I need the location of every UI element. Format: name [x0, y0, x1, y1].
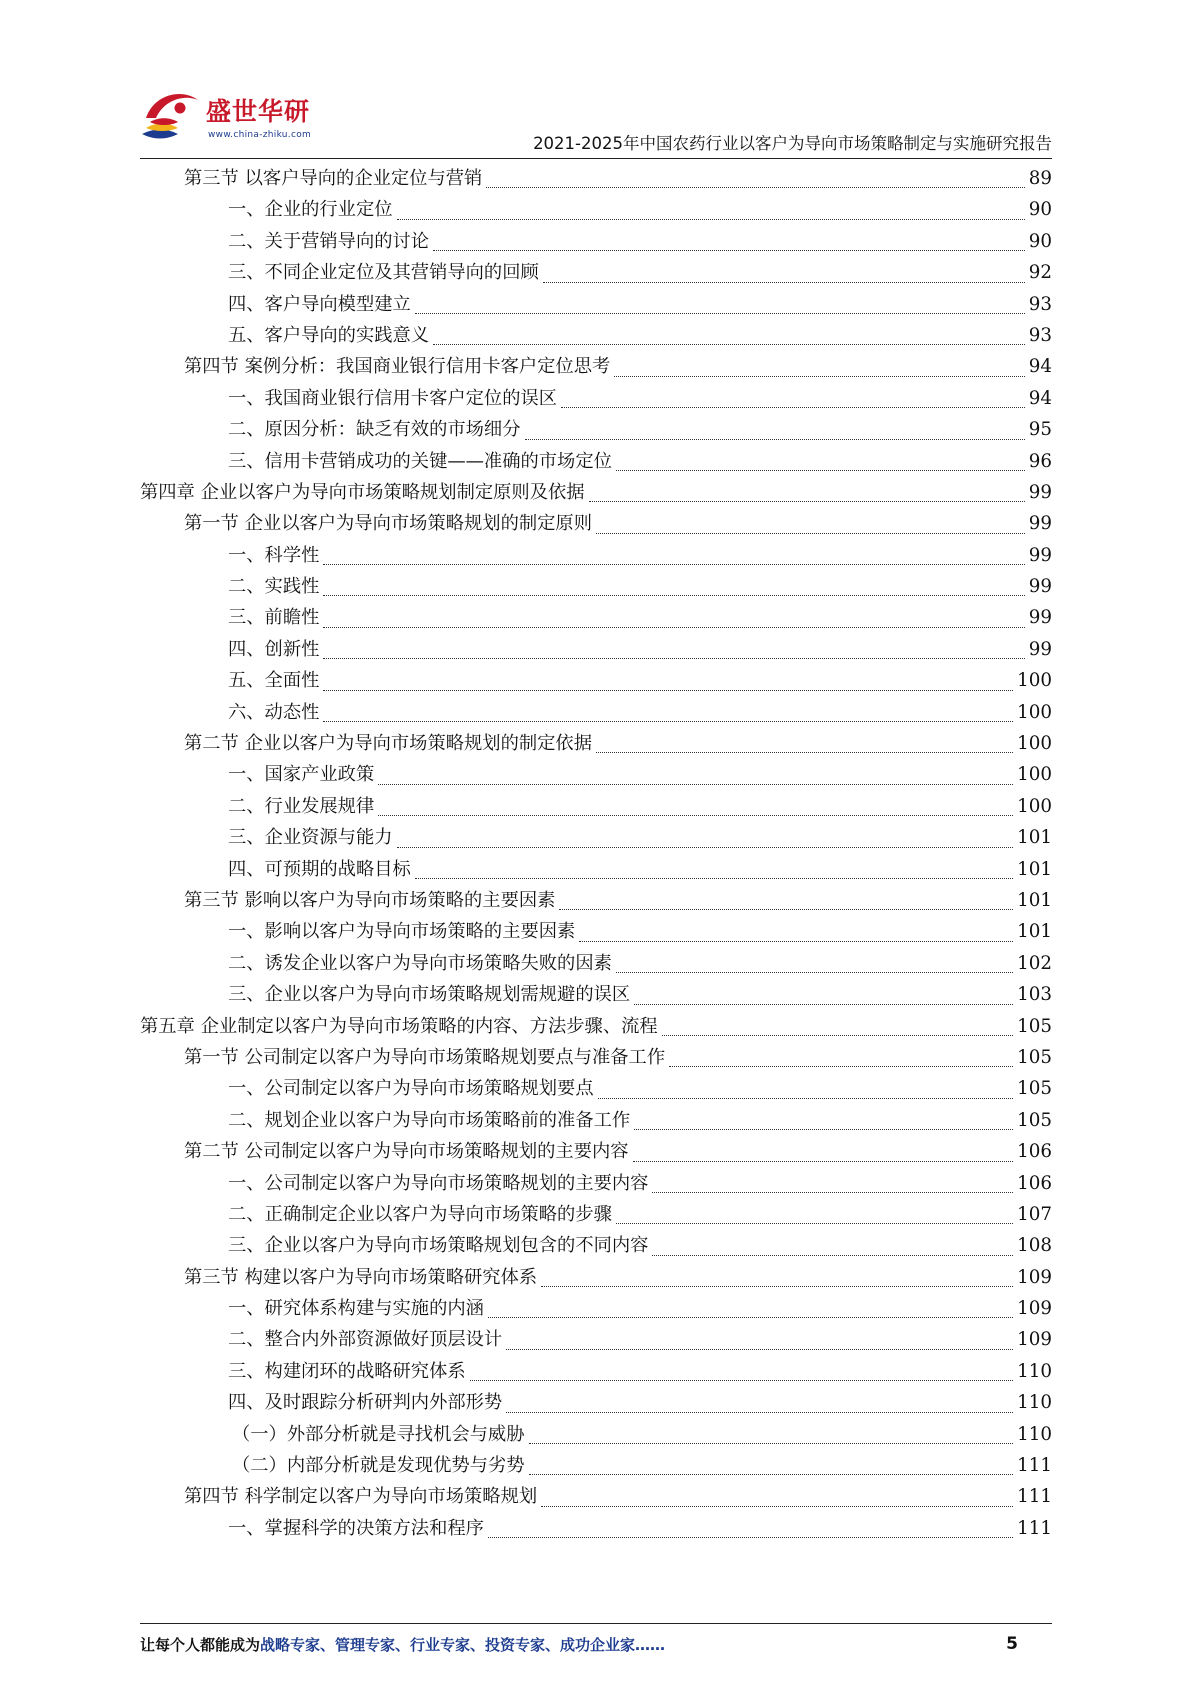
toc-entry[interactable] [140, 163, 1052, 194]
toc-entry-page: 99 [1028, 513, 1052, 535]
toc-dot-leader [378, 783, 1013, 785]
toc-dot-leader [614, 375, 1024, 377]
toc-dot-leader [598, 1097, 1013, 1099]
toc-entry-label: 一、公司制定以客户为导向市场策略规划要点 [228, 1078, 594, 1100]
toc-entry[interactable] [140, 383, 1052, 414]
toc-dot-leader [323, 720, 1013, 722]
toc-dot-leader [541, 1285, 1013, 1287]
toc-entry-page: 106 [1017, 1141, 1052, 1163]
toc-entry-label: 一、企业的行业定位 [228, 199, 393, 221]
footer-slogan-prefix: 让每个人都能成为 [140, 1636, 261, 1654]
toc-entry-label: 第四章 企业以客户为导向市场策略规划制定原则及依据 [140, 481, 585, 503]
toc-dot-leader [323, 563, 1024, 565]
toc-dot-leader [652, 1191, 1013, 1193]
page-number: 5 [1006, 1634, 1018, 1654]
toc-entry-label: 第三节 构建以客户为导向市场策略研究体系 [184, 1266, 538, 1288]
toc-dot-leader [470, 1379, 1013, 1381]
toc-entry-page: 94 [1028, 387, 1052, 409]
toc-entry-page: 99 [1028, 607, 1052, 629]
toc-entry-page: 100 [1017, 701, 1052, 723]
toc-dot-leader [662, 1034, 1013, 1036]
toc-entry-label: 第二节 企业以客户为导向市场策略规划的制定依据 [184, 733, 592, 755]
toc-entry-label: 二、行业发展规律 [228, 795, 375, 817]
toc-entry[interactable] [140, 885, 1052, 916]
toc-entry-page: 99 [1028, 576, 1052, 598]
toc-dot-leader [561, 406, 1025, 408]
toc-entry-label: 四、客户导向模型建立 [228, 293, 411, 315]
toc-dot-leader [506, 1348, 1013, 1350]
toc-entry-label: 第四节 案例分析：我国商业银行信用卡客户定位思考 [184, 356, 611, 378]
toc-dot-leader [433, 343, 1025, 345]
toc-dot-leader [541, 1505, 1013, 1507]
toc-dot-leader [669, 1065, 1013, 1067]
toc-entry-label: 一、科学性 [228, 544, 320, 566]
toc-dot-leader [634, 1128, 1013, 1130]
toc-entry-page: 110 [1017, 1423, 1052, 1445]
footer-slogan-roles: 战略专家、管理专家、行业专家、投资专家、成功企业家…… [260, 1636, 666, 1654]
toc-dot-leader [323, 626, 1024, 628]
toc-dot-leader [323, 657, 1024, 659]
toc-entry-label: 一、国家产业政策 [228, 764, 375, 786]
toc-entry[interactable] [140, 1230, 1052, 1261]
page-header [140, 78, 1052, 158]
toc-entry[interactable] [140, 1513, 1052, 1544]
toc-entry[interactable] [140, 540, 1052, 571]
toc-entry-page: 109 [1017, 1266, 1052, 1288]
toc-entry-page: 94 [1028, 356, 1052, 378]
toc-entry-label: 五、全面性 [228, 670, 320, 692]
toc-entry-page: 101 [1017, 889, 1052, 911]
toc-entry-page: 99 [1028, 638, 1052, 660]
toc-entry-page: 111 [1017, 1517, 1052, 1539]
toc-entry-label: 第五章 企业制定以客户为导向市场策略的内容、方法步骤、流程 [140, 1015, 658, 1037]
toc-entry-label: 第一节 公司制定以客户为导向市场策略规划要点与准备工作 [184, 1046, 666, 1068]
toc-entry-page: 107 [1017, 1203, 1052, 1225]
toc-entry[interactable] [140, 822, 1052, 853]
page-footer [140, 1634, 1052, 1662]
toc-entry-page: 105 [1017, 1109, 1052, 1131]
toc-entry[interactable] [140, 634, 1052, 665]
toc-entry-page: 101 [1017, 858, 1052, 880]
toc-entry-label: 第三节 影响以客户为导向市场策略的主要因素 [184, 889, 556, 911]
toc-entry[interactable] [140, 1419, 1052, 1450]
toc-entry[interactable] [140, 477, 1052, 508]
toc-dot-leader [433, 249, 1025, 251]
toc-entry-page: 105 [1017, 1015, 1052, 1037]
toc-dot-leader [525, 438, 1025, 440]
toc-entry-page: 108 [1017, 1235, 1052, 1257]
toc-dot-leader [378, 814, 1013, 816]
toc-dot-leader [589, 500, 1025, 502]
toc-entry[interactable] [140, 1387, 1052, 1418]
toc-entry[interactable] [140, 728, 1052, 759]
toc-entry-page: 111 [1017, 1455, 1052, 1477]
toc-entry[interactable] [140, 508, 1052, 539]
toc-entry[interactable] [140, 759, 1052, 790]
brand-url: www.china-zhiku.com [208, 130, 312, 140]
toc-entry-page: 90 [1028, 230, 1052, 252]
toc-entry-page: 100 [1017, 764, 1052, 786]
toc-entry-page: 110 [1017, 1392, 1052, 1414]
toc-entry-label: 二、正确制定企业以客户为导向市场策略的步骤 [228, 1203, 612, 1225]
toc-entry[interactable] [140, 1356, 1052, 1387]
toc-entry-label: 一、我国商业银行信用卡客户定位的误区 [228, 387, 558, 409]
toc-entry[interactable] [140, 414, 1052, 445]
toc-dot-leader [579, 940, 1013, 942]
toc-entry-label: 四、可预期的战略目标 [228, 858, 411, 880]
report-title: 2021-2025年中国农药行业以客户为导向市场策略制定与实施研究报告 [533, 134, 1052, 153]
toc-entry[interactable] [140, 1168, 1052, 1199]
toc-dot-leader [529, 1473, 1014, 1475]
toc-dot-leader [506, 1411, 1013, 1413]
toc-dot-leader [559, 908, 1013, 910]
toc-entry-label: 第二节 公司制定以客户为导向市场策略规划的主要内容 [184, 1141, 629, 1163]
toc-dot-leader [415, 877, 1013, 879]
toc-entry[interactable] [140, 1199, 1052, 1230]
toc-entry-label: 第四节 科学制定以客户为导向市场策略规划 [184, 1486, 538, 1508]
toc-entry-page: 103 [1017, 984, 1052, 1006]
toc-entry[interactable] [140, 226, 1052, 257]
toc-entry-page: 109 [1017, 1329, 1052, 1351]
toc-entry[interactable] [140, 1324, 1052, 1355]
toc-entry-label: 三、构建闭环的战略研究体系 [228, 1360, 466, 1382]
toc-dot-leader [616, 971, 1013, 973]
toc-entry-page: 110 [1017, 1360, 1052, 1382]
toc-dot-leader [616, 1222, 1013, 1224]
toc-entry[interactable] [140, 665, 1052, 696]
toc-entry[interactable] [140, 571, 1052, 602]
toc-entry[interactable] [140, 979, 1052, 1010]
brand-name: 盛世华研 [206, 97, 311, 126]
toc-entry[interactable] [140, 194, 1052, 225]
toc-entry-label: 三、企业以客户为导向市场策略规划需规避的误区 [228, 984, 631, 1006]
toc-entry[interactable] [140, 1450, 1052, 1481]
toc-dot-leader [652, 1254, 1013, 1256]
toc-dot-leader [529, 1442, 1014, 1444]
toc-entry[interactable] [140, 289, 1052, 320]
table-of-contents [140, 163, 1052, 1544]
toc-entry[interactable] [140, 1073, 1052, 1104]
toc-entry-label: 三、不同企业定位及其营销导向的回顾 [228, 262, 539, 284]
toc-entry-page: 99 [1028, 544, 1052, 566]
toc-dot-leader [323, 594, 1024, 596]
toc-entry[interactable] [140, 854, 1052, 885]
toc-entry-page: 101 [1017, 921, 1052, 943]
toc-entry-label: 四、创新性 [228, 638, 320, 660]
toc-entry-label: 二、实践性 [228, 576, 320, 598]
toc-entry-label: 一、公司制定以客户为导向市场策略规划的主要内容 [228, 1172, 649, 1194]
toc-entry[interactable] [140, 602, 1052, 633]
toc-entry-page: 99 [1028, 481, 1052, 503]
toc-entry-label: 三、企业资源与能力 [228, 827, 393, 849]
toc-dot-leader [633, 1160, 1014, 1162]
toc-entry-label: 一、研究体系构建与实施的内涵 [228, 1298, 484, 1320]
toc-dot-leader [415, 312, 1025, 314]
toc-entry-page: 90 [1028, 199, 1052, 221]
toc-entry-label: 三、信用卡营销成功的关键——准确的市场定位 [228, 450, 612, 472]
toc-entry[interactable] [140, 446, 1052, 477]
toc-entry-page: 93 [1028, 324, 1052, 346]
toc-entry[interactable] [140, 1481, 1052, 1512]
toc-dot-leader [634, 1003, 1013, 1005]
toc-entry-page: 106 [1017, 1172, 1052, 1194]
toc-entry-label: 二、整合内外部资源做好顶层设计 [228, 1329, 503, 1351]
toc-dot-leader [596, 532, 1025, 534]
toc-entry-label: 二、诱发企业以客户为导向市场策略失败的因素 [228, 952, 612, 974]
toc-entry[interactable] [140, 257, 1052, 288]
toc-entry-page: 109 [1017, 1298, 1052, 1320]
toc-entry-label: 第三节 以客户导向的企业定位与营销 [184, 168, 483, 189]
toc-entry-label: 四、及时跟踪分析研判内外部形势 [228, 1392, 503, 1414]
toc-entry-label: 二、原因分析：缺乏有效的市场细分 [228, 419, 521, 441]
toc-entry[interactable] [140, 351, 1052, 382]
toc-entry-label: 一、掌握科学的决策方法和程序 [228, 1517, 484, 1539]
toc-entry-label: 第一节 企业以客户为导向市场策略规划的制定原则 [184, 513, 592, 535]
toc-dot-leader [488, 1316, 1013, 1318]
toc-entry-label: （一）外部分析就是寻找机会与威胁 [232, 1423, 525, 1445]
toc-entry-page: 92 [1028, 262, 1052, 284]
toc-dot-leader [543, 281, 1025, 283]
toc-dot-leader [486, 186, 1024, 188]
toc-entry-page: 89 [1028, 168, 1052, 189]
header-divider [140, 158, 1052, 159]
footer-divider [140, 1623, 1052, 1624]
toc-dot-leader [323, 689, 1013, 691]
toc-entry-page: 100 [1017, 670, 1052, 692]
toc-entry[interactable] [140, 948, 1052, 979]
toc-entry-label: 六、动态性 [228, 701, 320, 723]
toc-dot-leader [596, 751, 1013, 753]
toc-dot-leader [488, 1536, 1013, 1538]
toc-entry[interactable] [140, 1042, 1052, 1073]
toc-entry-label: 三、前瞻性 [228, 607, 320, 629]
toc-entry-page: 96 [1028, 450, 1052, 472]
toc-entry[interactable] [140, 697, 1052, 728]
toc-dot-leader [397, 846, 1014, 848]
toc-entry[interactable] [140, 1105, 1052, 1136]
toc-entry-page: 105 [1017, 1078, 1052, 1100]
toc-entry-page: 101 [1017, 827, 1052, 849]
toc-entry-page: 111 [1017, 1486, 1052, 1508]
toc-entry-page: 102 [1017, 952, 1052, 974]
toc-entry-page: 100 [1017, 795, 1052, 817]
toc-entry-label: 五、客户导向的实践意义 [228, 324, 430, 346]
toc-entry-page: 95 [1028, 419, 1052, 441]
toc-entry[interactable] [140, 1293, 1052, 1324]
toc-entry-label: （二）内部分析就是发现优势与劣势 [232, 1455, 525, 1477]
toc-dot-leader [397, 218, 1025, 220]
toc-entry[interactable] [140, 1136, 1052, 1167]
toc-entry[interactable] [140, 916, 1052, 947]
toc-entry-label: 二、关于营销导向的讨论 [228, 230, 430, 252]
toc-entry-label: 三、企业以客户为导向市场策略规划包含的不同内容 [228, 1235, 649, 1257]
toc-entry-page: 100 [1017, 733, 1052, 755]
toc-entry[interactable] [140, 1011, 1052, 1042]
toc-entry[interactable] [140, 1262, 1052, 1293]
toc-entry-label: 一、影响以客户为导向市场策略的主要因素 [228, 921, 576, 943]
toc-entry[interactable] [140, 320, 1052, 351]
toc-dot-leader [616, 469, 1025, 471]
toc-entry-page: 105 [1017, 1046, 1052, 1068]
toc-entry-label: 二、规划企业以客户为导向市场策略前的准备工作 [228, 1109, 631, 1131]
toc-entry-page: 93 [1028, 293, 1052, 315]
toc-entry[interactable] [140, 791, 1052, 822]
